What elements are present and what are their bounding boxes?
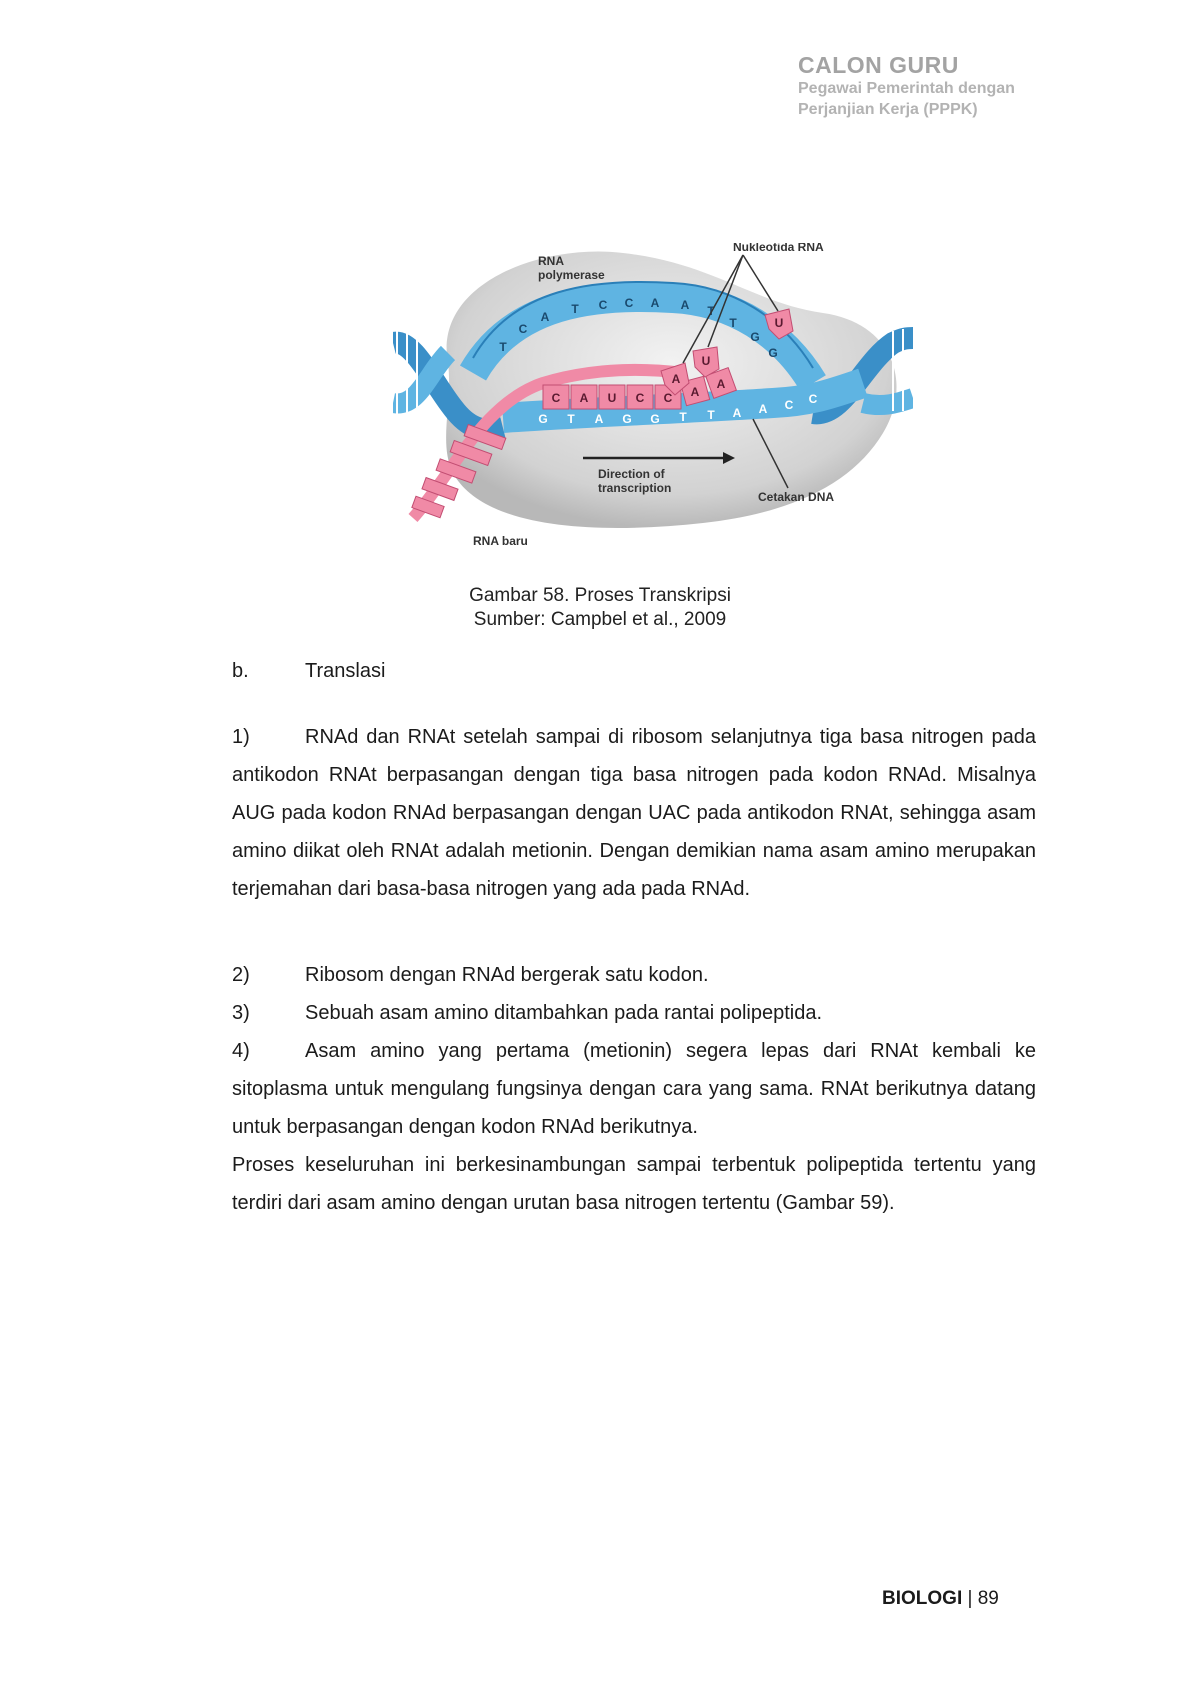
item-text: RNAd dan RNAt setelah sampai di ribosom selanjutnya tiga basa nitrogen pada antikodon RNAt berpasangan dengan tiga basa nitrogen pada kodon RNAd. Misalnya AUG pada kodon RNAd berpasangan dengan UAC pada antikodon RNAt, sehingga asam amino diikat oleh RNAt adalah metionin. Dengan demikian nama asam amino merupakan terjemahan dari basa-basa nitrogen yang ada pada RNAd.: [232, 726, 1036, 900]
label-rna-polymerase-2: polymerase: [538, 268, 605, 282]
page-footer: [882, 1588, 999, 1610]
dna-right-inner: [863, 398, 913, 405]
label-nukleotida-rna: Nukleotida RNA: [733, 243, 824, 254]
footer-separator: |: [967, 1588, 973, 1609]
top-base: A: [540, 310, 550, 324]
rna-base: C: [551, 391, 561, 405]
free-nucleotide: U: [774, 316, 784, 330]
item-number: 2): [232, 964, 250, 986]
bottom-base: C: [784, 398, 794, 412]
figure-caption: Gambar 58. Proses Transkripsi: [469, 585, 731, 606]
top-base: T: [499, 340, 507, 354]
section-title: Translasi: [305, 660, 386, 682]
bottom-base: G: [538, 412, 548, 426]
bottom-base: T: [707, 408, 715, 422]
top-base: T: [729, 316, 737, 330]
bottom-base: A: [732, 406, 742, 420]
item-text: Asam amino yang pertama (metionin) segera lepas dari RNAt kembali ke sitoplasma untuk mengulang fungsinya dengan cara yang sama. RNAt berikutnya datang untuk berpasangan dengan kodon RNAd berikutnya.: [232, 1040, 1036, 1138]
rna-base: C: [663, 391, 673, 405]
header-subtitle-line2: Perjanjian Kerja (PPPK): [798, 101, 978, 118]
list-item: [232, 956, 1036, 994]
rna-base: A: [690, 385, 700, 399]
bottom-base: T: [679, 410, 687, 424]
page-number: 89: [977, 1588, 999, 1609]
list-item: [232, 994, 1036, 1032]
bottom-base: C: [808, 392, 818, 406]
header: [798, 52, 1015, 120]
bottom-base: T: [567, 412, 575, 426]
free-nucleotide: U: [701, 354, 711, 368]
top-base: C: [624, 296, 634, 310]
free-nucleotide: A: [671, 372, 681, 386]
bottom-base: G: [622, 412, 632, 426]
header-subtitle-line1: Pegawai Pemerintah dengan: [798, 80, 1015, 97]
item-number: 1): [232, 726, 250, 748]
closing-paragraph: Proses keseluruhan ini berkesinambungan sampai terbentuk polipeptida tertentu yang terdiri dari asam amino dengan urutan basa nitrogen tertentu (Gambar 59).: [232, 1154, 1036, 1214]
item-text: Ribosom dengan RNAd bergerak satu kodon.: [305, 964, 709, 986]
footer-subject: BIOLOGI: [882, 1588, 963, 1609]
top-base: G: [768, 346, 778, 360]
bottom-base: G: [650, 412, 660, 426]
header-title: CALON GURU: [798, 52, 959, 78]
top-base: T: [571, 302, 579, 316]
bottom-base: A: [758, 402, 768, 416]
rna-base: C: [635, 391, 645, 405]
bottom-base: A: [594, 412, 604, 426]
label-rna-polymerase: RNA: [538, 254, 564, 268]
top-base: C: [598, 298, 608, 312]
top-base: C: [518, 322, 528, 336]
transcription-diagram: [393, 243, 913, 553]
list-item: [232, 718, 1036, 908]
rna-base: U: [607, 391, 617, 405]
top-base: G: [750, 330, 760, 344]
rna-base: A: [716, 377, 726, 391]
label-cetakan-dna: Cetakan DNA: [758, 490, 835, 504]
label-rna-baru: RNA baru: [473, 534, 528, 548]
item-number: 3): [232, 1002, 250, 1024]
rna-base: A: [579, 391, 589, 405]
top-base: A: [680, 298, 690, 312]
section-marker: b.: [232, 660, 249, 682]
top-base: A: [650, 296, 660, 310]
item-text: Sebuah asam amino ditambahkan pada rantai polipeptida.: [305, 1002, 823, 1024]
section-heading: [232, 660, 1036, 683]
label-direction: Direction of: [598, 467, 665, 481]
item-number: 4): [232, 1040, 250, 1062]
list-item: [232, 1032, 1036, 1146]
figure-source: Sumber: Campbel et al., 2009: [473, 609, 727, 630]
label-direction-2: transcription: [598, 481, 672, 495]
top-base: T: [707, 304, 715, 318]
